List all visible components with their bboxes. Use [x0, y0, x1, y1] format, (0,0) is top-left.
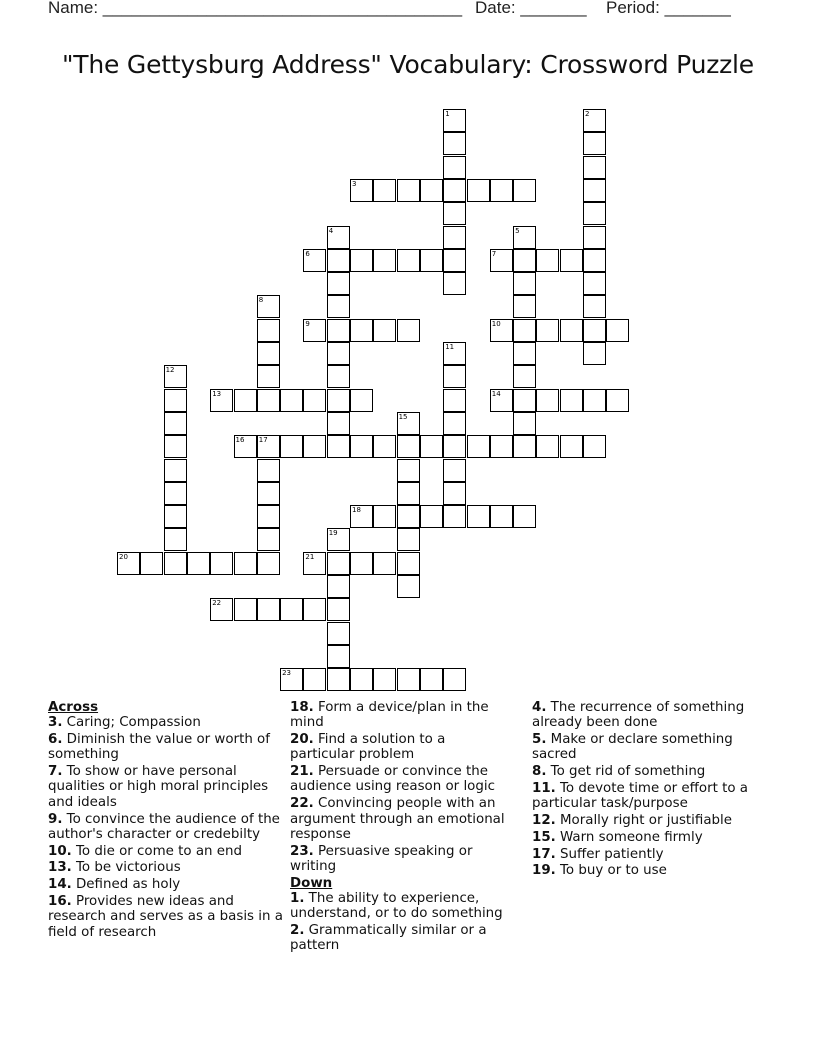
crossword-cell[interactable] — [280, 435, 303, 458]
clue-number-label: 17 — [258, 436, 268, 445]
clue-text: To die or come to an end — [76, 843, 242, 859]
clue-number-label: 15 — [398, 412, 408, 421]
across-clue — [48, 732, 284, 763]
crossword-cell[interactable] — [257, 528, 280, 551]
crossword-cell[interactable] — [210, 552, 233, 575]
across-clue — [290, 844, 512, 875]
clue-text: To buy or to use — [560, 863, 667, 879]
clue-number: 6. — [48, 732, 63, 748]
crossword-cell[interactable] — [350, 435, 373, 458]
clue-text: The recurrence of something already been done — [532, 700, 745, 731]
crossword-cell[interactable] — [490, 505, 513, 528]
crossword-cell[interactable] — [303, 668, 326, 691]
clue-number-label: 14 — [491, 389, 501, 398]
crossword-cell[interactable] — [373, 668, 396, 691]
across-clue — [48, 812, 284, 843]
crossword-cell[interactable] — [513, 319, 536, 342]
crossword-cell[interactable] — [164, 459, 187, 482]
crossword-cell[interactable] — [257, 319, 280, 342]
across-clue — [290, 700, 512, 731]
crossword-cell[interactable] — [606, 319, 629, 342]
crossword-cell[interactable] — [443, 132, 466, 155]
crossword-cell[interactable] — [327, 249, 350, 272]
crossword-cell[interactable] — [443, 668, 466, 691]
crossword-cell[interactable] — [583, 132, 606, 155]
clue-number-label: 1 — [445, 110, 450, 118]
clue-number: 1. — [290, 891, 305, 907]
crossword-cell[interactable] — [583, 342, 606, 365]
crossword-cell[interactable] — [350, 552, 373, 575]
crossword-cell[interactable] — [443, 272, 466, 295]
crossword-cell[interactable] — [397, 505, 420, 528]
clue-number-label: 3 — [352, 179, 357, 188]
across-clue — [290, 732, 512, 763]
crossword-cell[interactable] — [583, 249, 606, 272]
across-clue — [290, 796, 512, 842]
crossword-cell[interactable] — [536, 319, 559, 342]
clue-number-label: 12 — [165, 366, 175, 375]
page-title: "The Gettysburg Address" Vocabulary: Crossword Puzzle — [61, 50, 754, 79]
crossword-cell[interactable] — [327, 435, 350, 458]
crossword-cell[interactable] — [397, 668, 420, 691]
across-clue — [48, 894, 284, 940]
down-clue — [532, 764, 768, 779]
crossword-cell[interactable] — [513, 389, 536, 412]
crossword-cell[interactable] — [443, 226, 466, 249]
crossword-cell[interactable] — [513, 412, 536, 435]
clue-number: 15. — [532, 829, 556, 845]
crossword-cell[interactable] — [350, 389, 373, 412]
down-heading: Down — [290, 875, 333, 891]
clue-number-label: 10 — [491, 319, 501, 328]
crossword-cell[interactable] — [443, 482, 466, 505]
clue-number: 10. — [48, 843, 72, 859]
crossword-cell[interactable] — [164, 412, 187, 435]
crossword-cell[interactable] — [327, 295, 350, 318]
clues-column-2 — [290, 700, 512, 955]
clue-number: 3. — [48, 715, 63, 731]
date-field[interactable]: Date: _______ — [475, 0, 587, 17]
crossword-cell[interactable] — [513, 505, 536, 528]
crossword-cell[interactable] — [257, 598, 280, 621]
crossword-cell[interactable] — [350, 668, 373, 691]
crossword-cell[interactable] — [327, 552, 350, 575]
crossword-cell[interactable] — [583, 389, 606, 412]
clue-text: Persuasive speaking or writing — [290, 843, 473, 874]
clue-number-label: 11 — [445, 343, 455, 351]
crossword-cell[interactable] — [443, 459, 466, 482]
crossword-cell[interactable] — [443, 179, 466, 202]
crossword-cell[interactable] — [164, 435, 187, 458]
clue-text: Provides new ideas and research and serves as a basis in a field of research — [48, 894, 283, 940]
clue-number: 8. — [532, 764, 547, 780]
crossword-cell[interactable] — [327, 365, 350, 388]
crossword-cell[interactable] — [397, 482, 420, 505]
clue-number-label: 8 — [258, 296, 264, 305]
crossword-cell[interactable] — [397, 179, 420, 202]
crossword-cell[interactable] — [513, 272, 536, 295]
crossword-cell[interactable] — [164, 389, 187, 412]
crossword-cell[interactable] — [490, 179, 513, 202]
crossword-cell[interactable] — [583, 319, 606, 342]
crossword-cell[interactable] — [234, 389, 257, 412]
clue-text: Persuade or convince the audience using reason or logic — [290, 764, 495, 795]
crossword-cell[interactable] — [327, 668, 350, 691]
crossword-cell[interactable] — [467, 435, 490, 458]
clue-text: The ability to experience, understand, or to do something — [290, 891, 503, 922]
crossword-cell[interactable] — [164, 552, 187, 575]
crossword-cell[interactable] — [397, 459, 420, 482]
crossword-cell[interactable] — [257, 342, 280, 365]
clue-text: Morally right or justifiable — [560, 813, 733, 829]
clue-number-label: 19 — [328, 529, 338, 538]
clue-text: To be victorious — [76, 860, 181, 876]
crossword-cell[interactable] — [373, 505, 396, 528]
clue-number-label: 22 — [212, 599, 222, 608]
crossword-cell[interactable] — [443, 365, 466, 388]
clue-number: 12. — [532, 813, 556, 829]
name-field[interactable]: Name: ______________________________________ — [48, 0, 463, 17]
crossword-cell[interactable] — [303, 389, 326, 412]
crossword-cell[interactable] — [513, 179, 536, 202]
across-clue — [48, 877, 284, 892]
crossword-cell[interactable] — [606, 389, 629, 412]
across-clue — [48, 860, 284, 875]
crossword-cell[interactable] — [397, 528, 420, 551]
crossword-cell[interactable] — [397, 249, 420, 272]
crossword-cell[interactable] — [560, 435, 583, 458]
crossword-cell[interactable] — [443, 249, 466, 272]
crossword-cell[interactable] — [303, 435, 326, 458]
crossword-cell[interactable] — [164, 528, 187, 551]
clue-number: 5. — [532, 732, 547, 748]
clue-text: To get rid of something — [550, 764, 706, 780]
clue-text: Make or declare something sacred — [532, 732, 733, 763]
crossword-cell[interactable] — [513, 365, 536, 388]
clue-number-label: 7 — [491, 249, 497, 258]
crossword-cell[interactable] — [513, 435, 536, 458]
clue-number-label: 21 — [305, 552, 315, 561]
down-clue — [532, 781, 768, 812]
clue-text: To devote time or effort to a particular task/purpose — [532, 780, 748, 812]
clue-number: 4. — [532, 700, 547, 715]
crossword-cell[interactable] — [583, 202, 606, 225]
down-clue — [290, 891, 512, 922]
clue-number: 16. — [48, 894, 72, 910]
clue-number: 19. — [532, 863, 556, 879]
across-clue — [48, 844, 284, 859]
clue-text: Warn someone firmly — [560, 829, 703, 845]
crossword-cell[interactable] — [420, 668, 443, 691]
crossword-cell[interactable] — [280, 389, 303, 412]
crossword-cell[interactable] — [420, 249, 443, 272]
clue-text: Find a solution to a particular problem — [290, 732, 446, 763]
crossword-cell[interactable] — [350, 319, 373, 342]
clue-number: 2. — [290, 923, 305, 939]
down-clue — [532, 847, 768, 862]
crossword-cell[interactable] — [443, 389, 466, 412]
crossword-cell[interactable] — [490, 435, 513, 458]
clue-text: Diminish the value or worth of something — [48, 732, 270, 763]
crossword-cell[interactable] — [164, 482, 187, 505]
clue-number-label: 16 — [235, 436, 245, 445]
down-clue — [532, 732, 768, 763]
crossword-cell[interactable] — [536, 435, 559, 458]
crossword-cell[interactable] — [373, 249, 396, 272]
crossword-cell[interactable] — [327, 272, 350, 295]
crossword-cell[interactable] — [397, 319, 420, 342]
clue-number: 13. — [48, 860, 72, 876]
crossword-cell[interactable] — [257, 389, 280, 412]
crossword-cell[interactable] — [443, 156, 466, 179]
crossword-cell[interactable] — [303, 598, 326, 621]
crossword-cell[interactable] — [513, 342, 536, 365]
crossword-cell[interactable] — [327, 342, 350, 365]
down-clue — [532, 700, 768, 731]
crossword-cell[interactable] — [350, 249, 373, 272]
crossword-cell[interactable] — [583, 435, 606, 458]
crossword-cell[interactable] — [467, 179, 490, 202]
clue-number-label: 9 — [305, 319, 310, 328]
crossword-cell[interactable] — [420, 505, 443, 528]
crossword-cell[interactable] — [373, 319, 396, 342]
crossword-cell[interactable] — [583, 156, 606, 179]
clue-number-label: 23 — [282, 669, 292, 678]
crossword-cell[interactable] — [560, 319, 583, 342]
crossword-cell[interactable] — [536, 389, 559, 412]
crossword-cell[interactable] — [327, 575, 350, 598]
across-clue — [48, 764, 284, 810]
crossword-cell[interactable] — [583, 295, 606, 318]
crossword-cell[interactable] — [234, 598, 257, 621]
crossword-cell[interactable] — [397, 552, 420, 575]
clue-number: 7. — [48, 764, 63, 780]
clue-text: Suffer patiently — [560, 846, 664, 862]
crossword-cell[interactable] — [420, 435, 443, 458]
clue-number: 21. — [290, 764, 314, 780]
clues-column-3 — [532, 700, 768, 880]
across-clue — [48, 715, 284, 730]
clue-number: 9. — [48, 811, 63, 827]
crossword-cell[interactable] — [280, 598, 303, 621]
crossword-cell[interactable] — [257, 505, 280, 528]
clue-number: 20. — [290, 732, 314, 748]
across-clue — [290, 764, 512, 795]
clue-number: 23. — [290, 843, 314, 859]
crossword-cell[interactable] — [327, 389, 350, 412]
crossword-cell[interactable] — [373, 435, 396, 458]
crossword-cell[interactable] — [443, 505, 466, 528]
crossword-cell[interactable] — [327, 645, 350, 668]
crossword-cell[interactable] — [257, 552, 280, 575]
across-heading: Across — [48, 700, 99, 715]
clue-number-label: 2 — [585, 110, 590, 118]
clue-text: Caring; Compassion — [66, 715, 201, 731]
clue-number-label: 4 — [328, 226, 334, 235]
down-clue — [532, 830, 768, 845]
clue-number-label: 6 — [305, 249, 310, 258]
down-clue — [532, 813, 768, 828]
down-clue — [290, 923, 512, 954]
crossword-cell[interactable] — [327, 622, 350, 645]
clues-column-1 — [48, 700, 284, 941]
period-field[interactable]: Period: _______ — [606, 0, 731, 17]
crossword-cell[interactable] — [560, 389, 583, 412]
crossword-cell[interactable] — [443, 435, 466, 458]
crossword-cell[interactable] — [234, 552, 257, 575]
clue-text: To convince the audience of the author's character or credebilty — [48, 811, 280, 842]
crossword-cell[interactable] — [373, 552, 396, 575]
crossword-cell[interactable] — [327, 319, 350, 342]
crossword-cell[interactable] — [536, 249, 559, 272]
crossword-cell[interactable] — [513, 295, 536, 318]
clue-number-label: 5 — [515, 226, 520, 235]
crossword-cell[interactable] — [327, 412, 350, 435]
crossword-cell[interactable] — [467, 505, 490, 528]
crossword-cell[interactable] — [583, 226, 606, 249]
crossword-cell[interactable] — [420, 179, 443, 202]
clue-number: 18. — [290, 700, 314, 715]
crossword-cell[interactable] — [397, 435, 420, 458]
crossword-cell[interactable] — [443, 202, 466, 225]
clue-text: Convincing people with an argument through an emotional response — [290, 796, 505, 842]
clue-number: 11. — [532, 780, 556, 796]
clue-text: To show or have personal qualities or high moral principles and ideals — [48, 764, 269, 810]
down-clue — [532, 863, 768, 878]
crossword-cell[interactable] — [164, 505, 187, 528]
clue-number-label: 18 — [352, 506, 361, 515]
clue-text: Grammatically similar or a pattern — [290, 923, 487, 954]
crossword-cell[interactable] — [373, 179, 396, 202]
clue-text: Defined as holy — [76, 877, 181, 893]
clue-number-label: 20 — [119, 552, 128, 561]
clue-number-label: 13 — [212, 389, 222, 398]
crossword-cell[interactable] — [327, 598, 350, 621]
clue-text: Form a device/plan in the mind — [290, 700, 489, 731]
clue-number: 22. — [290, 796, 314, 812]
crossword-cell[interactable] — [443, 412, 466, 435]
clue-number: 17. — [532, 846, 556, 862]
crossword-cell[interactable] — [257, 459, 280, 482]
crossword-cell[interactable] — [397, 575, 420, 598]
crossword-cell[interactable] — [187, 552, 210, 575]
crossword-cell[interactable] — [257, 482, 280, 505]
crossword-cell[interactable] — [257, 365, 280, 388]
crossword-cell[interactable] — [583, 179, 606, 202]
crossword-cell[interactable] — [583, 272, 606, 295]
crossword-cell[interactable] — [140, 552, 163, 575]
crossword-cell[interactable] — [560, 249, 583, 272]
clue-number: 14. — [48, 877, 72, 893]
crossword-cell[interactable] — [513, 249, 536, 272]
